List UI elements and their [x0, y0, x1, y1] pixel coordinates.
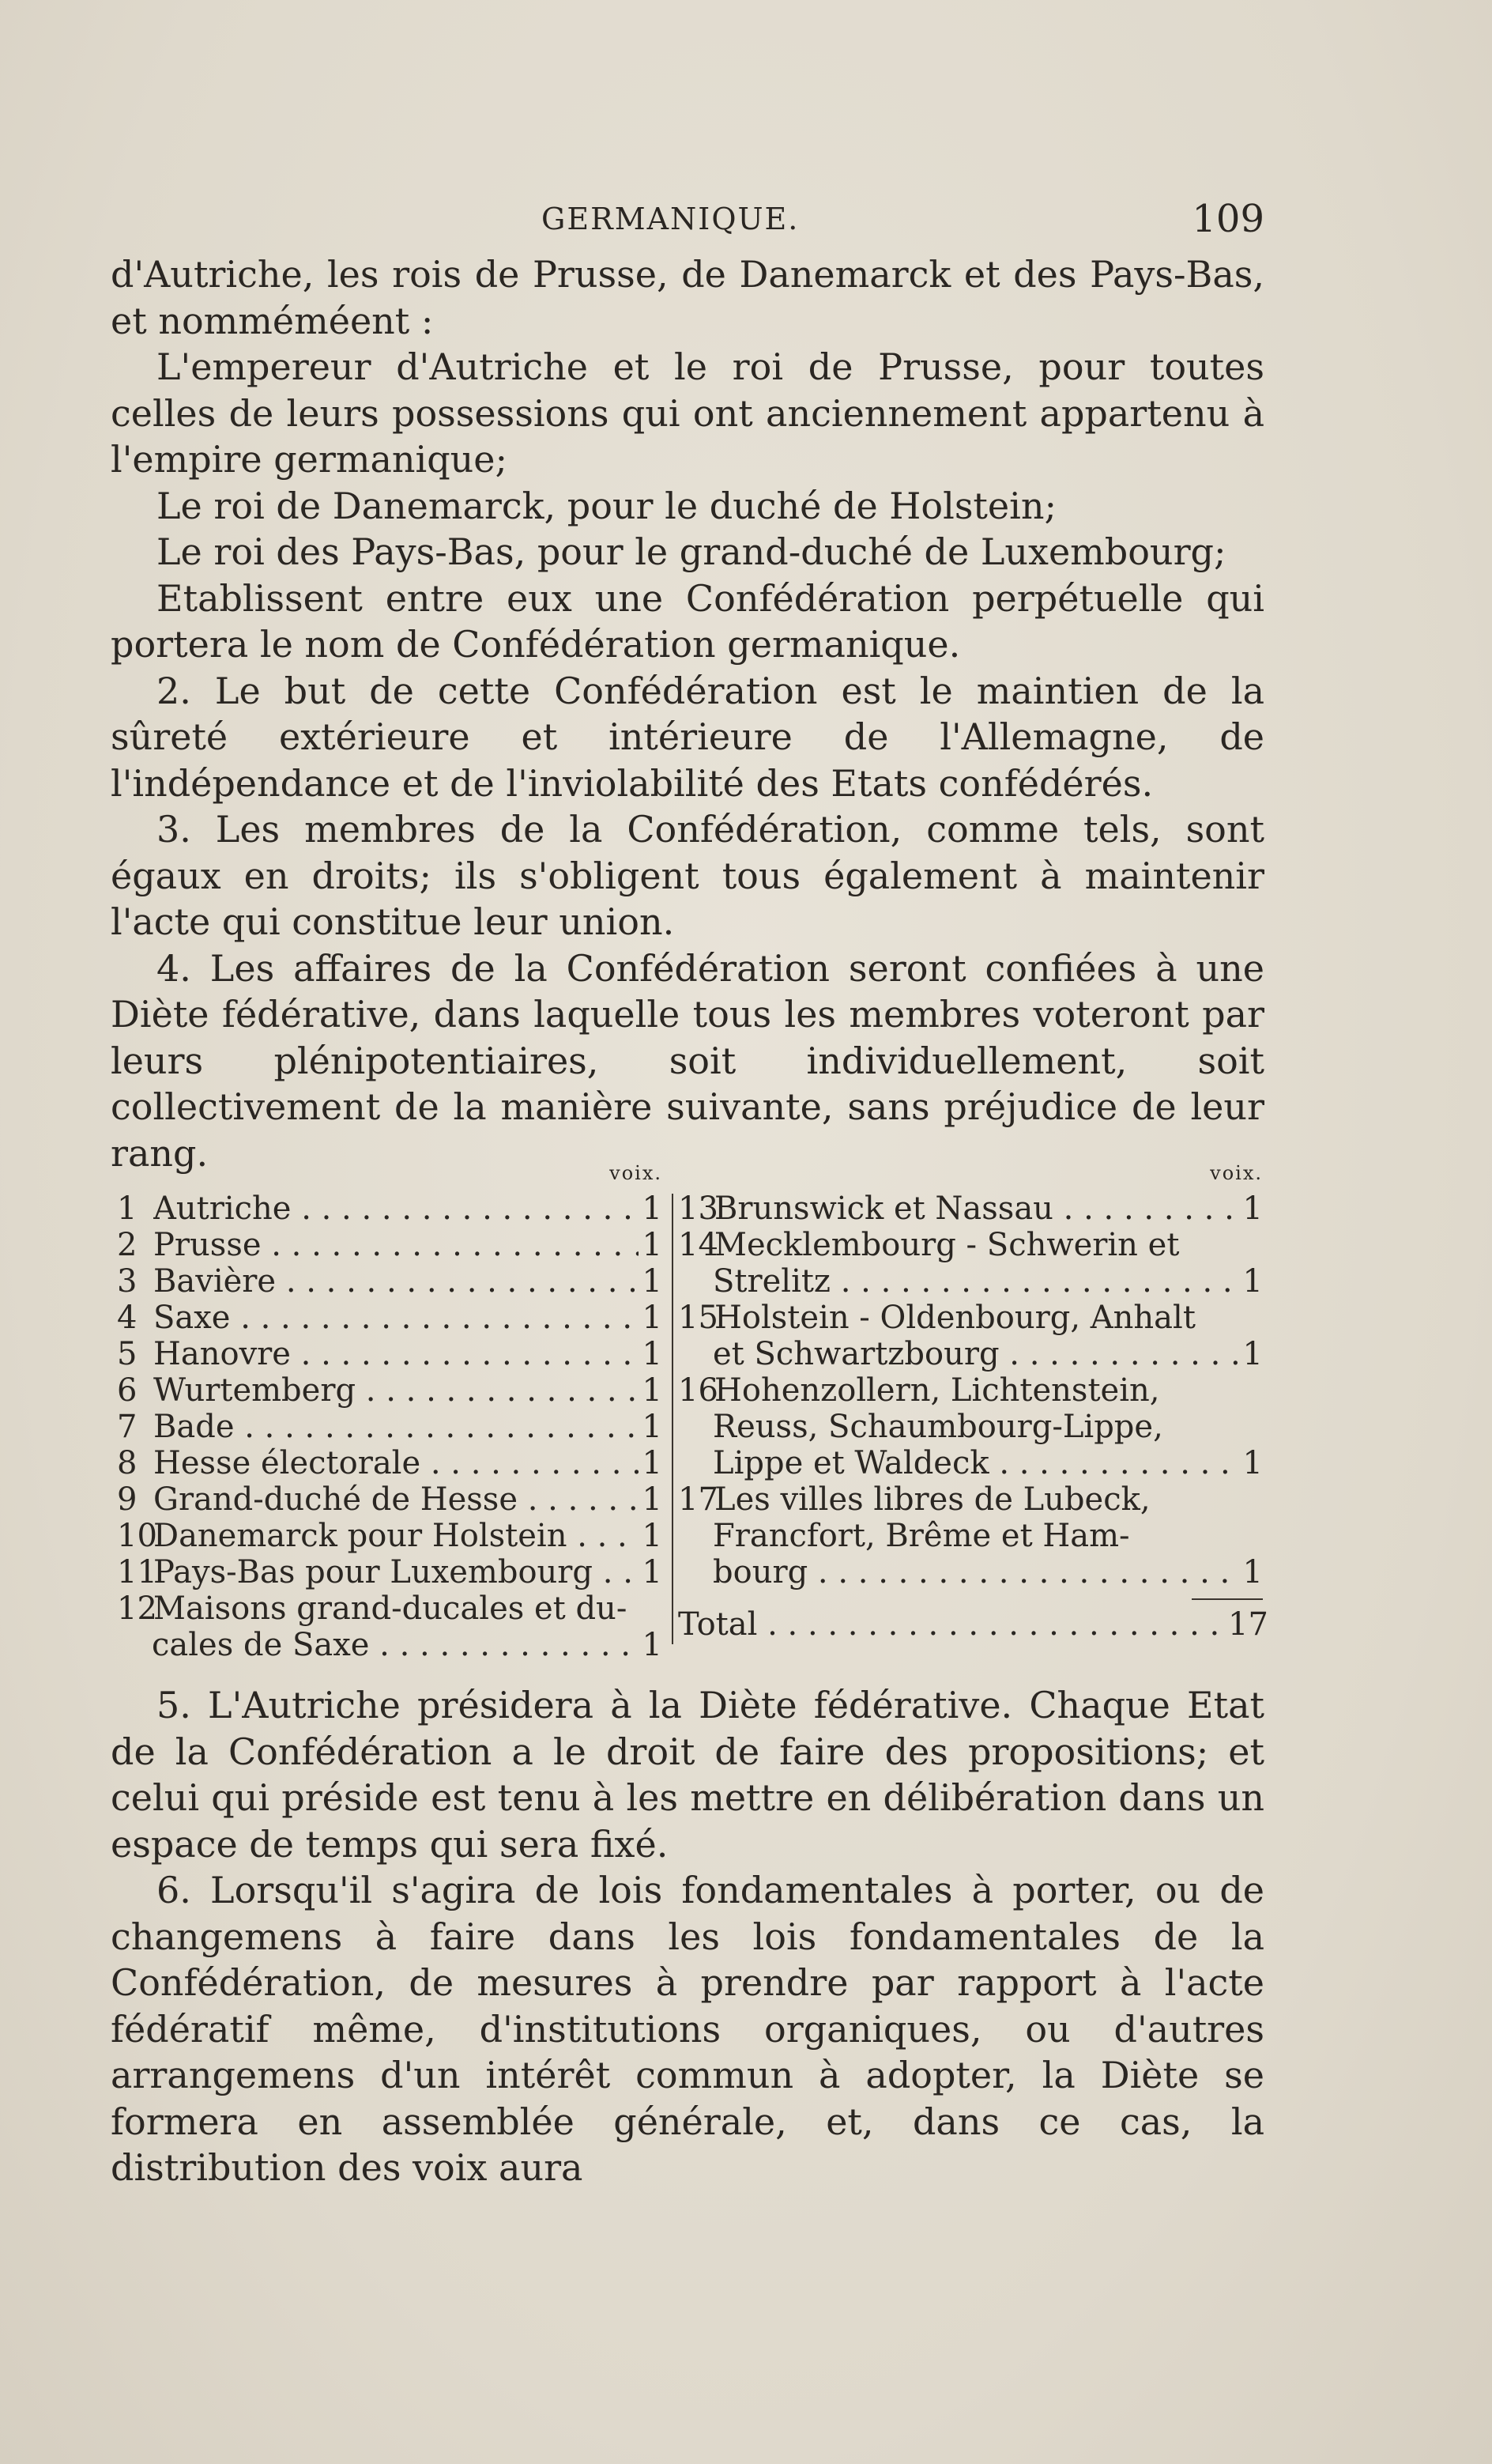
vote-count: 1 — [642, 1300, 662, 1336]
member-name: Bade . . . — [153, 1409, 639, 1445]
table-row-continued — [678, 1336, 1263, 1372]
table-row — [117, 1554, 662, 1590]
member-name: cales de Saxe . . . — [117, 1627, 639, 1663]
votes-column-left — [117, 1156, 662, 1663]
running-title: GERMANIQUE. — [541, 202, 800, 236]
vote-count: 1 — [642, 1190, 662, 1227]
body-text-lower — [111, 1682, 1264, 2191]
votes-column-right — [678, 1156, 1268, 1643]
member-name: Bavière . . . — [153, 1263, 639, 1300]
vote-count: 1 — [642, 1227, 662, 1263]
paragraph: 3. Les membres de la Confédération, comme tels, sont égaux en droits; ils s'obligent tous également à maintenir l'acte qui constitue leur union. — [111, 808, 1264, 943]
votes-table — [117, 1156, 1268, 1663]
table-row — [678, 1190, 1263, 1227]
table-row — [117, 1227, 662, 1263]
member-name: Saxe . . . — [153, 1300, 639, 1336]
vote-count: 1 — [1242, 1336, 1263, 1372]
vote-count: 1 — [1242, 1554, 1263, 1590]
vote-count: 1 — [1242, 1190, 1263, 1227]
paragraph: 6. Lorsqu'il s'agira de lois fondamentales à porter, ou de changemens à faire dans les lois fondamentales de la Confédération, de mesures à prendre par rapport à l'acte fédératif même, d'institutions organiques, ou d'autres arrangemens d'un intérêt commun à adopter, la Diète se formera en assemblée générale, et, dans ce cas, la distribution des voix aura — [111, 1869, 1264, 2189]
table-row — [117, 1300, 662, 1336]
row-number: 14 — [678, 1227, 718, 1263]
paragraph: 5. L'Autriche présidera à la Diète fédérative. Chaque Etat de la Confédération a le droit de faire des propositions; et celui qui préside est tenu à les mettre en délibération dans un espace de temps qui sera fixé. — [111, 1684, 1264, 1866]
member-name: Lippe et Waldeck . . . — [678, 1445, 1239, 1481]
row-number: 6 — [117, 1372, 138, 1409]
page-header — [111, 197, 1264, 249]
paragraph: 4. Les affaires de la Confédération seront confiées à une Diète fédérative, dans laquelle tous les membres voteront par leurs plénipotentiaires, soit individuellement, soit collectivement de la manière suivante, sans préjudice de leur rang. — [111, 946, 1264, 1175]
row-number: 16 — [678, 1372, 718, 1409]
paragraph: Le roi de Danemarck, pour le duché de Holstein; — [156, 484, 1057, 527]
row-number: 10 — [117, 1518, 157, 1554]
row-number: 7 — [117, 1409, 138, 1445]
member-name: Grand-duché de Hesse . . . — [153, 1481, 639, 1518]
member-name: Hohenzollern, Lichtenstein, — [714, 1372, 1160, 1409]
vote-count: 1 — [642, 1627, 662, 1663]
vote-count: 1 — [1242, 1263, 1263, 1300]
member-name: Autriche . . . — [153, 1190, 639, 1227]
paragraph: L'empereur d'Autriche et le roi de Prusse, pour toutes celles de leurs possessions qui ont anciennement appartenu à l'empire germanique; — [111, 345, 1264, 481]
member-name: Mecklembourg - Schwerin et — [714, 1227, 1180, 1263]
row-number: 3 — [117, 1263, 138, 1300]
table-row — [678, 1481, 1263, 1518]
row-number: 8 — [117, 1445, 138, 1481]
member-name: Maisons grand-ducales et du- — [153, 1590, 627, 1627]
vote-count: 1 — [642, 1445, 662, 1481]
member-name: Hanovre . . . — [153, 1336, 639, 1372]
table-row — [117, 1190, 662, 1227]
table-row — [678, 1227, 1263, 1263]
member-name: Brunswick et Nassau . . . — [714, 1190, 1239, 1227]
column-divider — [672, 1194, 673, 1644]
body-text-upper — [111, 251, 1264, 1176]
vote-count: 1 — [642, 1481, 662, 1518]
page-number: 109 — [1192, 197, 1264, 241]
row-number: 17 — [678, 1481, 718, 1518]
table-row-continued — [678, 1554, 1263, 1590]
table-row-continued — [117, 1627, 662, 1663]
vote-count: 1 — [642, 1372, 662, 1409]
member-name: Reuss, Schaumbourg-Lippe, — [713, 1409, 1163, 1445]
table-row — [117, 1409, 662, 1445]
table-row-continued — [678, 1518, 1263, 1554]
row-number: 15 — [678, 1300, 718, 1336]
paragraph: d'Autriche, les rois de Prusse, de Danemarck et des Pays-Bas, et nomméméent : — [111, 253, 1264, 342]
total-value: 17 — [1228, 1606, 1268, 1643]
vote-count: 1 — [642, 1518, 662, 1554]
member-name: Pays-Bas pour Luxembourg . . . — [153, 1554, 639, 1590]
table-row — [117, 1590, 662, 1627]
row-number: 9 — [117, 1481, 138, 1518]
table-row — [117, 1518, 662, 1554]
member-name: et Schwartzbourg . . . — [678, 1336, 1239, 1372]
table-row — [117, 1481, 662, 1518]
table-row — [678, 1372, 1263, 1409]
vote-count: 1 — [642, 1336, 662, 1372]
table-row-continued — [678, 1409, 1263, 1445]
vote-count: 1 — [642, 1554, 662, 1590]
vote-count: 1 — [642, 1263, 662, 1300]
voix-header: voix. — [609, 1162, 662, 1184]
member-name: Holstein - Oldenbourg, Anhalt — [714, 1300, 1196, 1336]
vote-count: 1 — [642, 1409, 662, 1445]
member-name: Strelitz . . . — [678, 1263, 1239, 1300]
voix-header: voix. — [1210, 1162, 1263, 1184]
paragraph: Etablissent entre eux une Confédération perpétuelle qui portera le nom de Confédération germanique. — [111, 576, 1264, 666]
member-name: Wurtemberg . . . — [153, 1372, 639, 1409]
total-rule — [678, 1590, 1263, 1606]
member-name: Prusse . . . — [153, 1227, 639, 1263]
vote-count: 1 — [1242, 1445, 1263, 1481]
table-row — [117, 1263, 662, 1300]
row-number: 12 — [117, 1590, 157, 1627]
table-row — [117, 1372, 662, 1409]
row-number: 5 — [117, 1336, 138, 1372]
total-label: Total . . . — [678, 1606, 1228, 1643]
table-row — [117, 1336, 662, 1372]
row-number: 2 — [117, 1227, 138, 1263]
table-row-continued — [678, 1445, 1263, 1481]
table-row-continued — [678, 1263, 1263, 1300]
row-number: 11 — [117, 1554, 157, 1590]
member-name: bourg . . . — [678, 1554, 1239, 1590]
member-name: Danemarck pour Holstein . . . — [153, 1518, 639, 1554]
member-name: Hesse électorale . . . — [153, 1445, 639, 1481]
table-row — [678, 1300, 1263, 1336]
row-number: 4 — [117, 1300, 138, 1336]
row-number: 13 — [678, 1190, 718, 1227]
row-number: 1 — [117, 1190, 138, 1227]
member-name: Francfort, Brême et Ham- — [713, 1518, 1130, 1554]
paragraph: 2. Le but de cette Confédération est le maintien de la sûreté extérieure et intérieure de l'Allemagne, de l'indépendance et de l'inviolabilité des Etats confédérés. — [111, 669, 1264, 805]
member-name: Les villes libres de Lubeck, — [714, 1481, 1151, 1518]
paragraph: Le roi des Pays-Bas, pour le grand-duché de Luxembourg; — [156, 530, 1226, 573]
total-row — [678, 1606, 1268, 1643]
table-row — [117, 1445, 662, 1481]
